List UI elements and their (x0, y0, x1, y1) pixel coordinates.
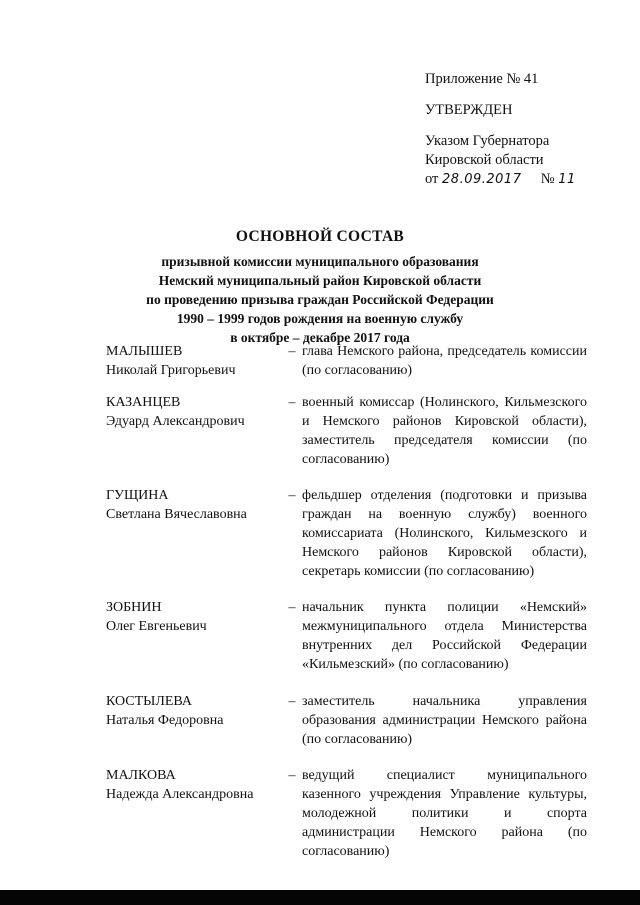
member-dash: – (288, 768, 296, 783)
member-entry (106, 393, 590, 469)
member-name (106, 486, 286, 581)
member-entry (106, 598, 590, 674)
member-name (106, 766, 286, 861)
member-role: начальник пункта полиции «Немский» межмуниципального отдела Министерства внутренних дел Российской Федерации «Кильмезский» (по согласованию) (302, 600, 587, 672)
decree-number: 11 (558, 172, 576, 187)
member-dash: – (288, 395, 296, 410)
member-role: глава Немского района, председатель комиссии (по согласованию) (302, 344, 587, 378)
member-given-name: Надежда Александровна (106, 787, 254, 802)
decree-number-label: № (540, 171, 555, 187)
decree-line-1: Указом Губернатора (425, 133, 550, 149)
member-given-name: Николай Григорьевич (106, 363, 236, 378)
member-given-name: Наталья Федоровна (106, 713, 224, 728)
member-entry (106, 692, 590, 749)
member-surname: КАЗАНЦЕВ (106, 395, 181, 410)
member-role: заместитель начальника управления образования администрации Немского района (по согласованию) (302, 694, 587, 747)
member-role: фельдшер отделения (подготовки и призыва граждан на военную службу) военного комиссариата (Нолинского, Кильмезского и Немского районов Кировской области), секретарь комиссии (по согласованию) (302, 488, 587, 579)
title-main: ОСНОВНОЙ СОСТАВ (235, 228, 405, 245)
member-entry (106, 486, 590, 581)
decree-prefix: от (425, 171, 439, 187)
member-given-name: Олег Евгеньевич (106, 619, 207, 634)
member-entry (106, 342, 590, 380)
member-list (106, 342, 590, 861)
member-dash: – (288, 488, 296, 503)
approved-stamp: УТВЕРЖДЕН (425, 102, 513, 118)
member-dash: – (288, 694, 296, 709)
member-dash: – (288, 600, 296, 615)
decree-date: 28.09.2017 (442, 172, 522, 187)
title-line: призывной комиссии муниципального образования (161, 254, 479, 269)
title-line: в октябре – декабре 2017 года (230, 330, 410, 345)
member-name (106, 692, 286, 749)
member-name (106, 598, 286, 674)
member-role: ведущий специалист муниципального казенного учреждения Управление культуры, молодежной политики и спорта администрации Немского района (по согласованию) (302, 768, 587, 859)
title-line: Немский муниципальный район Кировской области (158, 273, 482, 288)
document-title (0, 228, 640, 347)
member-surname: ГУЩИНА (106, 488, 169, 503)
member-name (106, 393, 286, 469)
approval-block (425, 70, 576, 189)
member-role: военный комиссар (Нолинского, Кильмезского и Немского районов Кировской области), заместитель председателя комиссии (по согласованию) (302, 395, 587, 467)
member-given-name: Эдуард Александрович (106, 414, 245, 429)
member-surname: МАЛЫШЕВ (106, 344, 183, 359)
title-line: по проведению призыва граждан Российской Федерации (146, 292, 494, 307)
member-given-name: Светлана Вячеславовна (106, 507, 247, 522)
member-surname: МАЛКОВА (106, 768, 176, 783)
title-line: 1990 – 1999 годов рождения на военную службу (176, 311, 464, 326)
member-dash: – (288, 344, 296, 359)
member-entry (106, 766, 590, 861)
scan-bottom-edge (0, 890, 640, 905)
annex-number: Приложение № 41 (425, 71, 539, 87)
member-name (106, 342, 286, 380)
decree-date-line (425, 170, 576, 189)
member-surname: КОСТЫЛЕВА (106, 694, 192, 709)
decree-line-2: Кировской области (425, 152, 544, 168)
member-surname: ЗОБНИН (106, 600, 162, 615)
